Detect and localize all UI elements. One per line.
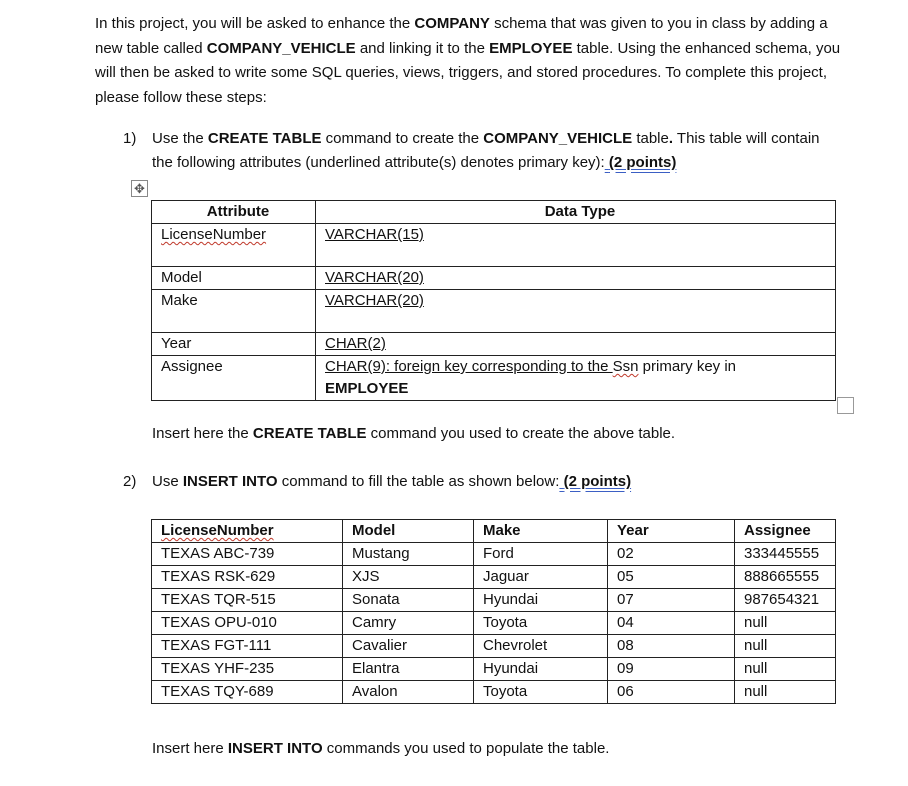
table-cell	[316, 290, 836, 333]
note-insert-into	[152, 737, 609, 761]
vehicle-data-table	[151, 519, 836, 704]
note-create-table	[152, 422, 675, 446]
table-cell: 08	[608, 635, 735, 658]
step-text: command to create the	[321, 130, 484, 147]
table-cell: 888665555	[735, 566, 836, 589]
column-header: Make	[474, 520, 608, 543]
intro-text: schema that was given to you in class by adding a new table called	[95, 15, 828, 57]
table-row	[152, 589, 836, 612]
table-cell: Mustang	[343, 543, 474, 566]
column-header: Model	[343, 520, 474, 543]
note-text: Insert here the	[152, 425, 253, 442]
step-1-text	[152, 127, 842, 175]
table-cell: Cavalier	[343, 635, 474, 658]
step-text: Use	[152, 473, 183, 490]
table-row	[152, 566, 836, 589]
step-text: command to fill the table as shown below:	[277, 473, 560, 490]
table-cell	[316, 224, 836, 267]
model-type: VARCHAR(20)	[325, 269, 424, 286]
table-cell: Camry	[343, 612, 474, 635]
employee-word: EMPLOYEE	[325, 380, 409, 397]
step-number: 2)	[123, 473, 137, 490]
header-license: LicenseNumber	[161, 522, 274, 539]
step-bold: CREATE TABLE	[207, 130, 322, 147]
table-cell: Elantra	[343, 658, 474, 681]
table-row	[152, 333, 836, 356]
column-header: Assignee	[735, 520, 836, 543]
table-cell	[316, 356, 836, 401]
table-cell: null	[735, 658, 836, 681]
table-cell: 06	[608, 681, 735, 704]
column-header	[152, 520, 343, 543]
step-2	[123, 470, 843, 496]
table-header-row	[152, 201, 836, 224]
table-cell: null	[735, 681, 836, 704]
table-row	[152, 543, 836, 566]
table-cell: Sonata	[343, 589, 474, 612]
table-cell: 07	[608, 589, 735, 612]
assignee-type: CHAR(9): foreign key corresponding to the	[325, 358, 613, 375]
make-type: VARCHAR(20)	[325, 292, 424, 309]
table-cell: Make	[152, 290, 316, 333]
table-row	[152, 658, 836, 681]
table-cell: Avalon	[343, 681, 474, 704]
step-bold: .	[668, 130, 674, 147]
table-row	[152, 290, 836, 333]
table-cell: TEXAS ABC-739	[152, 543, 343, 566]
table-cell: 333445555	[735, 543, 836, 566]
table-cell: TEXAS FGT-111	[152, 635, 343, 658]
resize-handle-icon[interactable]	[837, 397, 854, 414]
table-cell: 02	[608, 543, 735, 566]
table-cell: Toyota	[474, 612, 608, 635]
table-row	[152, 356, 836, 401]
intro-text: In this project, you will be asked to enhance the	[95, 15, 415, 32]
table-cell	[152, 224, 316, 267]
points-label: (2 points)	[563, 473, 632, 490]
table-row	[152, 681, 836, 704]
table-cell: Toyota	[474, 681, 608, 704]
table-cell	[316, 267, 836, 290]
note-bold: CREATE TABLE	[252, 425, 367, 442]
step-bold: INSERT INTO	[182, 473, 278, 490]
note-bold: INSERT INTO	[227, 740, 323, 757]
step-2-text	[152, 470, 842, 494]
move-handle-icon[interactable]: ✥	[131, 180, 148, 197]
intro-bold: EMPLOYEE	[489, 39, 573, 57]
table-row	[152, 635, 836, 658]
table-cell: Hyundai	[474, 589, 608, 612]
step-number: 1)	[123, 130, 137, 147]
table-cell: 09	[608, 658, 735, 681]
intro-bold: COMPANY	[414, 15, 490, 32]
table-header-row	[152, 520, 836, 543]
step-text: This table will contain the following attributes (underlined attribute(s) denotes primary key):	[152, 130, 820, 171]
points-label: (2 points)	[608, 154, 677, 171]
table-cell: 04	[608, 612, 735, 635]
step-bold: COMPANY_VEHICLE	[483, 130, 633, 147]
table-cell: Assignee	[152, 356, 316, 401]
step-1	[123, 127, 843, 177]
note-text: commands you used to populate the table.	[322, 740, 610, 757]
table-cell: XJS	[343, 566, 474, 589]
table-cell: Model	[152, 267, 316, 290]
intro-text: table. Using the enhanced schema, you will then be asked to write some SQL queries, views, triggers, and stored procedures. To complete this project, please follow these steps:	[95, 39, 841, 106]
column-header: Attribute	[152, 201, 316, 224]
ssn-word: Ssn	[612, 358, 639, 375]
license-attr: LicenseNumber	[161, 226, 267, 243]
assignee-type: primary key in	[638, 358, 737, 375]
column-header: Data Type	[316, 201, 836, 224]
column-header: Year	[608, 520, 735, 543]
table-cell	[316, 333, 836, 356]
table-cell: TEXAS YHF-235	[152, 658, 343, 681]
note-text: Insert here	[152, 740, 228, 757]
table-cell: Year	[152, 333, 316, 356]
table-cell: Hyundai	[474, 658, 608, 681]
table-row	[152, 612, 836, 635]
table-cell: 05	[608, 566, 735, 589]
note-text: command you used to create the above table.	[366, 425, 676, 442]
intro-text: and linking it to the	[355, 39, 490, 57]
intro-bold: COMPANY_VEHICLE	[206, 39, 356, 57]
table-row	[152, 267, 836, 290]
year-type: CHAR(2)	[325, 335, 386, 352]
table-cell: null	[735, 635, 836, 658]
step-text: Use the	[152, 130, 208, 147]
table-cell: Jaguar	[474, 566, 608, 589]
table-cell: TEXAS TQY-689	[152, 681, 343, 704]
schema-table	[151, 200, 836, 401]
license-type: VARCHAR(15)	[325, 226, 424, 243]
table-cell: TEXAS OPU-010	[152, 612, 343, 635]
table-cell: Chevrolet	[474, 635, 608, 658]
table-cell: TEXAS TQR-515	[152, 589, 343, 612]
table-cell: 987654321	[735, 589, 836, 612]
step-text: table	[632, 130, 669, 147]
intro-paragraph	[95, 12, 855, 110]
table-row	[152, 224, 836, 267]
table-cell: TEXAS RSK-629	[152, 566, 343, 589]
table-cell: Ford	[474, 543, 608, 566]
table-cell: null	[735, 612, 836, 635]
